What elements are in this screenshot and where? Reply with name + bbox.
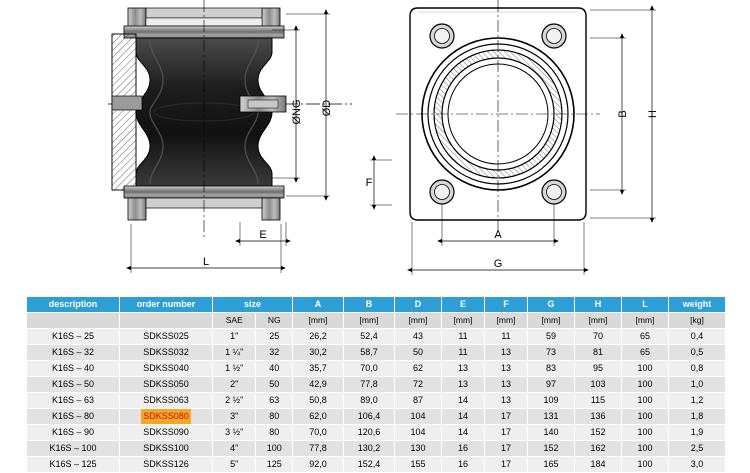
- cell-weight: 0,4: [669, 329, 726, 345]
- cell-f: 13: [485, 377, 528, 393]
- cell-a: 26,2: [293, 329, 344, 345]
- cell-l: 65: [622, 329, 669, 345]
- cell-order-number: SDKSS032: [120, 345, 213, 361]
- spec-table-wrap: [26, 296, 726, 473]
- dim-label-a: A: [494, 229, 502, 241]
- cell-a: 77,8: [293, 441, 344, 457]
- cell-d: 155: [395, 457, 442, 473]
- cell-order-number: SDKSS090: [120, 425, 213, 441]
- cell-weight: 3,0: [669, 457, 726, 473]
- cell-d: 43: [395, 329, 442, 345]
- dim-label-b: B: [617, 110, 629, 118]
- cell-ng: 25: [256, 329, 293, 345]
- col-header-size: size: [213, 297, 293, 313]
- cell-d: 104: [395, 425, 442, 441]
- table-row[interactable]: [27, 457, 726, 473]
- cell-description: K16S – 63: [27, 393, 120, 409]
- cell-f: 11: [485, 329, 528, 345]
- cell-f: 13: [485, 393, 528, 409]
- cell-e: 14: [442, 409, 485, 425]
- spec-table-units-row: [27, 313, 726, 329]
- cell-ng: 40: [256, 361, 293, 377]
- cell-e: 11: [442, 345, 485, 361]
- cell-description: K16S – 25: [27, 329, 120, 345]
- unit-h: [mm]: [575, 313, 622, 329]
- cell-h: 70: [575, 329, 622, 345]
- cell-a: 30,2: [293, 345, 344, 361]
- col-header-h: H: [575, 297, 622, 313]
- cell-a: 42,9: [293, 377, 344, 393]
- cell-l: 100: [622, 377, 669, 393]
- dim-label-l: L: [202, 256, 210, 268]
- table-row[interactable]: [27, 441, 726, 457]
- cell-l: 100: [622, 409, 669, 425]
- cell-weight: 0,5: [669, 345, 726, 361]
- unit-weight: [kg]: [669, 313, 726, 329]
- cell-sae: 2 ½": [213, 393, 256, 409]
- cell-sae: 5": [213, 457, 256, 473]
- cell-g: 152: [528, 441, 575, 457]
- unit-g: [mm]: [528, 313, 575, 329]
- table-row[interactable]: [27, 329, 726, 345]
- cell-a: 50,8: [293, 393, 344, 409]
- dim-label-h: H: [647, 110, 659, 118]
- cell-f: 17: [485, 409, 528, 425]
- cell-order-number: SDKSS050: [120, 377, 213, 393]
- cell-order-number[interactable]: [120, 409, 213, 425]
- cell-l: 100: [622, 457, 669, 473]
- cell-order-number: SDKSS025: [120, 329, 213, 345]
- cell-e: 16: [442, 457, 485, 473]
- col-header-d: D: [395, 297, 442, 313]
- cell-h: 103: [575, 377, 622, 393]
- cell-b: 130,2: [344, 441, 395, 457]
- cell-d: 72: [395, 377, 442, 393]
- cell-sae: 3 ½": [213, 425, 256, 441]
- cell-l: 100: [622, 361, 669, 377]
- cell-weight: 2,5: [669, 441, 726, 457]
- flange-face-view: [366, 0, 659, 275]
- cell-sae: 1 ¼": [213, 345, 256, 361]
- cell-b: 77,8: [344, 377, 395, 393]
- cell-b: 58,7: [344, 345, 395, 361]
- cell-a: 62,0: [293, 409, 344, 425]
- cell-weight: 1,9: [669, 425, 726, 441]
- cell-l: 100: [622, 425, 669, 441]
- dim-label-ng: ØNG: [291, 99, 303, 125]
- col-header-f: F: [485, 297, 528, 313]
- cell-ng: 125: [256, 457, 293, 473]
- unit-f: [mm]: [485, 313, 528, 329]
- spec-table-header-row: [27, 297, 726, 313]
- cell-order-number: SDKSS126: [120, 457, 213, 473]
- cell-h: 152: [575, 425, 622, 441]
- cell-d: 104: [395, 409, 442, 425]
- col-header-g: G: [528, 297, 575, 313]
- cell-h: 115: [575, 393, 622, 409]
- cell-sae: 1": [213, 329, 256, 345]
- cell-description: K16S – 40: [27, 361, 120, 377]
- cell-ng: 80: [256, 409, 293, 425]
- cell-f: 13: [485, 345, 528, 361]
- cell-b: 52,4: [344, 329, 395, 345]
- cell-g: 73: [528, 345, 575, 361]
- cell-a: 92,0: [293, 457, 344, 473]
- cell-ng: 63: [256, 393, 293, 409]
- cell-d: 130: [395, 441, 442, 457]
- cell-order-number: SDKSS100: [120, 441, 213, 457]
- unit-ng: NG: [256, 313, 293, 329]
- cell-e: 13: [442, 377, 485, 393]
- highlighted-order-number: SDKSS080: [141, 409, 191, 424]
- cell-description: K16S – 125: [27, 457, 120, 473]
- cell-e: 14: [442, 393, 485, 409]
- dim-label-g: G: [493, 258, 503, 270]
- cell-weight: 1,8: [669, 409, 726, 425]
- cell-weight: 1,0: [669, 377, 726, 393]
- spec-table: [26, 296, 726, 473]
- cell-a: 70,0: [293, 425, 344, 441]
- cell-l: 100: [622, 393, 669, 409]
- cell-order-number: SDKSS040: [120, 361, 213, 377]
- cell-sae: 4": [213, 441, 256, 457]
- cell-f: 17: [485, 441, 528, 457]
- cell-order-number: SDKSS063: [120, 393, 213, 409]
- cell-e: 11: [442, 329, 485, 345]
- side-section-view: [108, 0, 352, 273]
- cell-description: K16S – 32: [27, 345, 120, 361]
- cell-g: 83: [528, 361, 575, 377]
- cell-d: 50: [395, 345, 442, 361]
- cell-f: 13: [485, 361, 528, 377]
- cell-sae: 2": [213, 377, 256, 393]
- table-row[interactable]: [27, 393, 726, 409]
- cell-ng: 32: [256, 345, 293, 361]
- cell-g: 97: [528, 377, 575, 393]
- cell-b: 152,4: [344, 457, 395, 473]
- cell-g: 59: [528, 329, 575, 345]
- unit-l: [mm]: [622, 313, 669, 329]
- dim-label-e: E: [259, 229, 267, 241]
- unit-e: [mm]: [442, 313, 485, 329]
- table-row-highlighted[interactable]: [27, 409, 726, 425]
- unit-b: [mm]: [344, 313, 395, 329]
- cell-sae: 3": [213, 409, 256, 425]
- col-header-a: A: [293, 297, 344, 313]
- col-header-description: description: [27, 297, 120, 313]
- unit-a: [mm]: [293, 313, 344, 329]
- cell-b: 120,6: [344, 425, 395, 441]
- table-row[interactable]: [27, 361, 726, 377]
- table-row[interactable]: [27, 377, 726, 393]
- cell-ng: 50: [256, 377, 293, 393]
- cell-ng: 80: [256, 425, 293, 441]
- cell-description: K16S – 80: [27, 409, 120, 425]
- cell-h: 136: [575, 409, 622, 425]
- cell-weight: 1,2: [669, 393, 726, 409]
- dim-label-d: ØD: [321, 99, 333, 117]
- unit-order-number: [120, 313, 213, 329]
- col-header-weight: weight: [669, 297, 726, 313]
- cell-h: 95: [575, 361, 622, 377]
- cell-g: 140: [528, 425, 575, 441]
- cell-f: 17: [485, 457, 528, 473]
- cell-description: K16S – 90: [27, 425, 120, 441]
- cell-l: 65: [622, 345, 669, 361]
- dim-label-f: F: [365, 177, 373, 189]
- cell-e: 16: [442, 441, 485, 457]
- spec-table-head: [27, 297, 726, 329]
- cell-weight: 0,8: [669, 361, 726, 377]
- col-header-order-number: order number: [120, 297, 213, 313]
- col-header-b: B: [344, 297, 395, 313]
- cell-g: 131: [528, 409, 575, 425]
- table-row[interactable]: [27, 345, 726, 361]
- cell-b: 70,0: [344, 361, 395, 377]
- cell-f: 17: [485, 425, 528, 441]
- cell-a: 35,7: [293, 361, 344, 377]
- cell-h: 81: [575, 345, 622, 361]
- spec-table-body: [27, 329, 726, 473]
- cell-h: 184: [575, 457, 622, 473]
- cell-b: 89,0: [344, 393, 395, 409]
- cell-g: 165: [528, 457, 575, 473]
- cell-d: 87: [395, 393, 442, 409]
- cell-e: 13: [442, 361, 485, 377]
- cell-d: 62: [395, 361, 442, 377]
- cell-e: 14: [442, 425, 485, 441]
- col-header-l: L: [622, 297, 669, 313]
- cell-h: 162: [575, 441, 622, 457]
- cell-l: 100: [622, 441, 669, 457]
- cell-sae: 1 ½": [213, 361, 256, 377]
- cell-g: 109: [528, 393, 575, 409]
- col-header-e: E: [442, 297, 485, 313]
- cell-description: K16S – 100: [27, 441, 120, 457]
- unit-d: [mm]: [395, 313, 442, 329]
- cell-description: K16S – 50: [27, 377, 120, 393]
- cell-b: 106,4: [344, 409, 395, 425]
- cell-ng: 100: [256, 441, 293, 457]
- unit-sae: SAE: [213, 313, 256, 329]
- unit-description: [27, 313, 120, 329]
- table-row[interactable]: [27, 425, 726, 441]
